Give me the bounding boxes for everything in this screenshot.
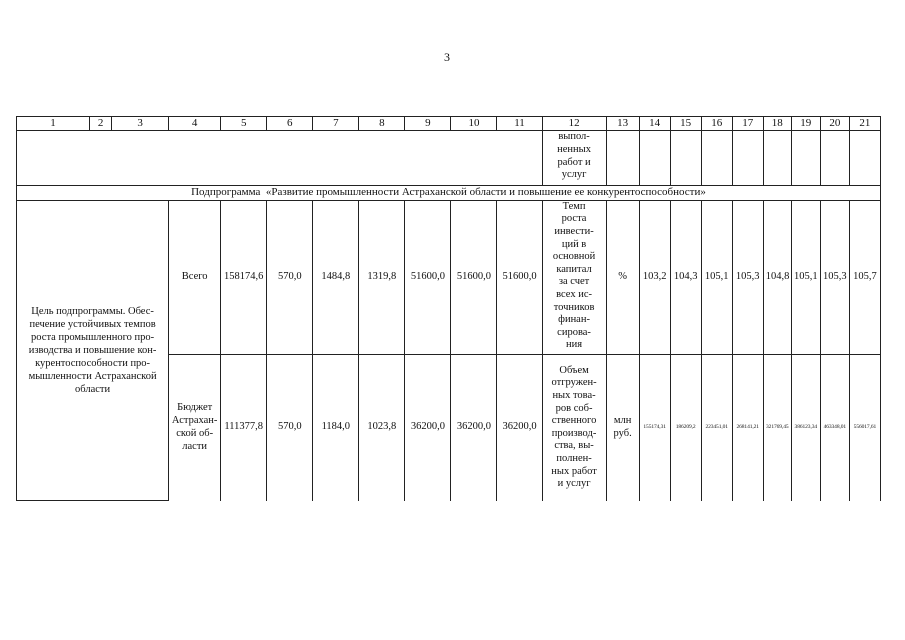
col-header: 10 bbox=[451, 117, 497, 131]
empty-cell bbox=[732, 131, 763, 186]
funding-value: 36200,0 bbox=[405, 354, 451, 501]
funding-value: 36200,0 bbox=[451, 354, 497, 501]
funding-value: 1484,8 bbox=[313, 200, 359, 354]
funding-value: 51600,0 bbox=[451, 200, 497, 354]
col-header: 21 bbox=[849, 117, 880, 131]
col-header: 15 bbox=[670, 117, 701, 131]
col-header: 1 bbox=[17, 117, 90, 131]
col-header: 18 bbox=[763, 117, 791, 131]
indicator-value: 268141,21 bbox=[732, 354, 763, 501]
col-header: 5 bbox=[221, 117, 267, 131]
indicator-value: 105,1 bbox=[791, 200, 820, 354]
col-header: 8 bbox=[359, 117, 405, 131]
col-header: 7 bbox=[313, 117, 359, 131]
indicator-value: 104,8 bbox=[763, 200, 791, 354]
funding-value: 51600,0 bbox=[405, 200, 451, 354]
column-number-row bbox=[17, 117, 881, 131]
indicator-value: 556017,61 bbox=[849, 354, 880, 501]
indicator-value: 223451,01 bbox=[701, 354, 732, 501]
indicator-unit: млн руб. bbox=[606, 354, 639, 501]
indicator-value: 463348,01 bbox=[820, 354, 849, 501]
funding-value: 570,0 bbox=[267, 200, 313, 354]
subprogram-title: Подпрограмма «Развитие промышленности Астраханской области и повышение ее конкурентоспособности» bbox=[17, 186, 881, 200]
funding-value: 1023,8 bbox=[359, 354, 405, 501]
subprogram-row bbox=[17, 186, 881, 200]
program-table bbox=[16, 116, 881, 501]
funding-value: 51600,0 bbox=[497, 200, 542, 354]
col-header: 19 bbox=[791, 117, 820, 131]
funding-source-total: Всего bbox=[169, 200, 221, 354]
col-header: 20 bbox=[820, 117, 849, 131]
empty-cell bbox=[670, 131, 701, 186]
empty-cell bbox=[17, 131, 543, 186]
col-header: 12 bbox=[542, 117, 606, 131]
empty-cell bbox=[820, 131, 849, 186]
funding-value: 36200,0 bbox=[497, 354, 542, 501]
funding-source-regional: Бюджет Астрахан- ской об- ласти bbox=[169, 354, 221, 501]
col-header: 11 bbox=[497, 117, 542, 131]
funding-value: 1319,8 bbox=[359, 200, 405, 354]
indicator-value: 105,7 bbox=[849, 200, 880, 354]
empty-cell bbox=[791, 131, 820, 186]
indicator-value: 105,3 bbox=[732, 200, 763, 354]
funding-value: 570,0 bbox=[267, 354, 313, 501]
indicator-unit: % bbox=[606, 200, 639, 354]
empty-cell bbox=[639, 131, 670, 186]
col-header: 6 bbox=[267, 117, 313, 131]
col-header: 16 bbox=[701, 117, 732, 131]
indicator-value: 103,2 bbox=[639, 200, 670, 354]
indicator-value: 105,1 bbox=[701, 200, 732, 354]
indicator-row-1 bbox=[17, 200, 881, 354]
col-header: 3 bbox=[112, 117, 169, 131]
subprogram-goal: Цель подпрограммы. Обес- печение устойчивых темпов роста промышленного про- изводства и повышение кон- курентоспособности про- мышленности Астраханской области bbox=[17, 200, 169, 501]
empty-cell bbox=[701, 131, 732, 186]
indicator-value: 386123,34 bbox=[791, 354, 820, 501]
indicator-name: Объем отгружен- ных това- ров соб- ственного производ- ства, вы- полнен- ных работ и услуг bbox=[542, 354, 606, 501]
funding-value: 1184,0 bbox=[313, 354, 359, 501]
col-header: 2 bbox=[90, 117, 112, 131]
indicator-value: 155174,31 bbox=[639, 354, 670, 501]
indicator-name: Темп роста инвести- ций в основной капитал за счет всех ис- точников финан- сирова- ния bbox=[542, 200, 606, 354]
empty-cell bbox=[849, 131, 880, 186]
page-number: 3 bbox=[444, 50, 450, 64]
indicator-value: 186209,2 bbox=[670, 354, 701, 501]
indicator-value: 105,3 bbox=[820, 200, 849, 354]
continued-indicator: выпол- ненных работ и услуг bbox=[542, 131, 606, 186]
col-header: 17 bbox=[732, 117, 763, 131]
indicator-value: 104,3 bbox=[670, 200, 701, 354]
col-header: 14 bbox=[639, 117, 670, 131]
empty-cell bbox=[606, 131, 639, 186]
funding-value: 158174,6 bbox=[221, 200, 267, 354]
indicator-value: 321769,45 bbox=[763, 354, 791, 501]
empty-cell bbox=[763, 131, 791, 186]
continuation-row bbox=[17, 131, 881, 186]
col-header: 13 bbox=[606, 117, 639, 131]
funding-value: 111377,8 bbox=[221, 354, 267, 501]
col-header: 9 bbox=[405, 117, 451, 131]
col-header: 4 bbox=[169, 117, 221, 131]
